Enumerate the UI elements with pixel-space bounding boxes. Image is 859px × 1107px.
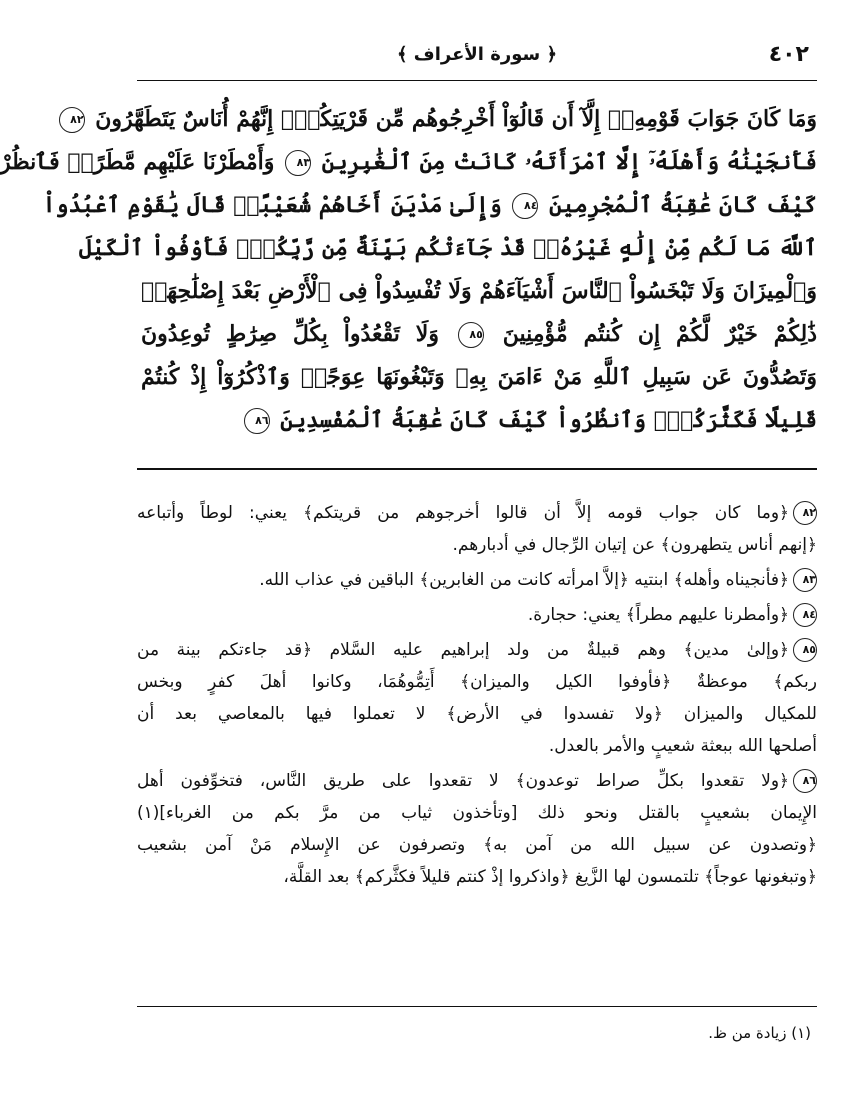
quran-divider-rule <box>137 468 817 470</box>
footnote: (١) زيادة من ظ. <box>708 1024 811 1042</box>
quran-verse-text: وَأَمْطَرْنَا عَلَيْهِم مَّطَرًاۖ فَٱنظُرْ <box>0 149 275 175</box>
commentary-text: ﴿وتبغونها عوجاً﴾ تلتمسون لها الزَّيغ ﴿واذكروا إذْ كنتم قليلاً فكثَّركم﴾ بعد القلَّة، <box>283 867 817 887</box>
commentary-text: ﴿وما كان جواب قومه إلاَّ أن قالوا أخرجوهم من قريتكم﴾ يعني: لوطاً وأتباعه <box>137 503 789 523</box>
quran-verse-text: وَتَصُدُّونَ عَن سَبِيلِ ٱللَّهِ مَنْ ءَامَنَ بِهِۦ وَتَبْغُونَهَا عِوَجًاۚ وَٱذْكُرُوٓاْ إِذْ كُنتُمْ <box>141 364 817 390</box>
commentary-text: ﴿إنهم أناس يتطهرون﴾ عن إتيان الرِّجال في أدبارهم. <box>452 535 817 555</box>
commentary-text: ربكم﴾ موعظةٌ ﴿فأوفوا الكيل والميزان﴾ أَتِمُّوهُمَا، وكانوا أهلَ كفرٍ وبخس <box>137 672 817 692</box>
commentary-paragraph <box>137 497 817 561</box>
quran-line <box>0 141 817 184</box>
commentary-line <box>137 599 817 631</box>
ayah-number-marker: ٨٤ <box>512 193 538 219</box>
quran-verse-text: وَمَا كَانَ جَوَابَ قَوْمِهِۦٓ إِلَّآ أَن قَالُوٓاْ أَخْرِجُوهُم مِّن قَرْيَتِكُمْۖ إِنَّهُمْ أُنَاسٌ يَتَطَهَّرُونَ <box>95 106 817 132</box>
verse-number-badge: ٨٦ <box>793 769 817 793</box>
commentary-line <box>137 564 817 596</box>
ayah-number-marker: ٨٥ <box>458 322 484 348</box>
quran-line <box>79 227 817 270</box>
quran-verse-text: وَإِلَىٰ مَدْيَنَ أَخَاهُمْ شُعَيْبًاۗ قَالَ يَٰقَوْمِ ٱعْبُدُواْ <box>42 192 502 218</box>
quran-line <box>141 313 817 356</box>
quran-line <box>141 270 817 313</box>
commentary-line <box>137 797 817 829</box>
quran-verse-text: كَيْفَ كَانَ عَٰقِبَةُ ٱلْمُجْرِمِينَ <box>549 192 817 218</box>
quran-verse-text: فَأَنجَيْنَٰهُ وَأَهْلَهُۥٓ إِلَّا ٱمْرَأَتَهُۥ كَانَتْ مِنَ ٱلْغَٰبِرِينَ <box>321 149 817 175</box>
quran-line <box>42 184 817 227</box>
commentary-text: ﴿فأنجيناه وأهله﴾ ابنتيه ﴿إلاَّ امرأته كانت من الغابرين﴾ الباقين في عذاب الله. <box>259 570 789 590</box>
quran-line <box>141 399 817 442</box>
commentary-paragraph <box>137 599 817 631</box>
quran-verse-text: ذَٰلِكُمْ خَيْرٌ لَّكُمْ إِن كُنتُم مُّؤْمِنِينَ <box>502 321 817 347</box>
commentary-text: للمكيال والميزان ﴿ولا تفسدوا في الأرض﴾ لا تعملوا فيها بالمعاصي بعد أن <box>137 704 817 724</box>
quran-verse-text: ٱللَّهَ مَا لَكُم مِّنْ إِلَٰهٍ غَيْرُهُۥۖ قَدْ جَآءَتْكُم بَيِّنَةٌ مِّن رَّبِّكُمْۖ فَأَوْفُواْ ٱلْكَيْلَ <box>79 235 817 261</box>
page-header <box>137 34 817 74</box>
verse-number-badge: ٨٤ <box>793 603 817 627</box>
page-number: ٤٠٢ <box>768 42 809 67</box>
surah-title: ﴿ سورة الأعراف ﴾ <box>396 44 557 65</box>
commentary-line <box>137 497 817 529</box>
tafsir-commentary <box>137 497 817 896</box>
commentary-line <box>137 765 817 797</box>
commentary-paragraph <box>137 634 817 762</box>
quran-verse-text: وَلَا تَقْعُدُواْ بِكُلِّ صِرَٰطٍ تُوعِدُونَ <box>141 321 439 347</box>
commentary-line <box>137 730 817 762</box>
commentary-text: أصلحها الله ببعثة شعيبٍ والأمر بالعدل. <box>548 736 817 756</box>
quran-verse-text: وَٱلْمِيزَانَ وَلَا تَبْخَسُواْ ٱلنَّاسَ أَشْيَآءَهُمْ وَلَا تُفْسِدُواْ فِى ٱلْأَرْضِ بَعْدَ إِصْلَٰحِهَاۚ <box>141 278 817 304</box>
verse-number-badge: ٨٥ <box>793 638 817 662</box>
commentary-line <box>137 634 817 666</box>
ayah-number-marker: ٨٢ <box>59 107 85 133</box>
commentary-paragraph <box>137 564 817 596</box>
quran-text-block <box>0 98 817 442</box>
ayah-number-marker: ٨٣ <box>285 150 311 176</box>
commentary-line <box>137 529 817 561</box>
commentary-text: ﴿وتصدون عن سبيل الله من آمن به﴾ وتصرفون عن الإِسلام مَنْ آمن بشعيب <box>137 835 817 855</box>
commentary-paragraph <box>137 765 817 893</box>
quran-verse-text: قَلِيلًا فَكَثَّرَكُمْۖ وَٱنظُرُواْ كَيْفَ كَانَ عَٰقِبَةُ ٱلْمُفْسِدِينَ <box>280 407 817 433</box>
quran-line <box>141 356 817 399</box>
commentary-text: ﴿وإلىٰ مدين﴾ وهم قبيلةٌ من ولد إبراهيم عليه السَّلام ﴿قد جاءتكم بينة من <box>137 640 789 660</box>
footnote-rule <box>137 1006 817 1007</box>
commentary-text: الإِيمان بشعيبٍ بالقتل ونحو ذلك [وتأخذون ثياب من مرَّ بكم من الغرباء](١) <box>137 803 817 823</box>
verse-number-badge: ٨٢ <box>793 501 817 525</box>
commentary-line <box>137 698 817 730</box>
commentary-text: ﴿ولا تقعدوا بكلِّ صراط توعدون﴾ لا تقعدوا على طريق النَّاس، فتخوِّفون أهل <box>137 771 789 791</box>
ayah-number-marker: ٨٦ <box>244 408 270 434</box>
commentary-line <box>137 861 817 893</box>
quran-line <box>70 98 817 141</box>
header-rule <box>137 80 817 81</box>
verse-number-badge: ٨٣ <box>793 568 817 592</box>
commentary-line <box>137 666 817 698</box>
commentary-text: ﴿وأمطرنا عليهم مطراً﴾ يعني: حجارة. <box>527 605 789 625</box>
commentary-line <box>137 829 817 861</box>
